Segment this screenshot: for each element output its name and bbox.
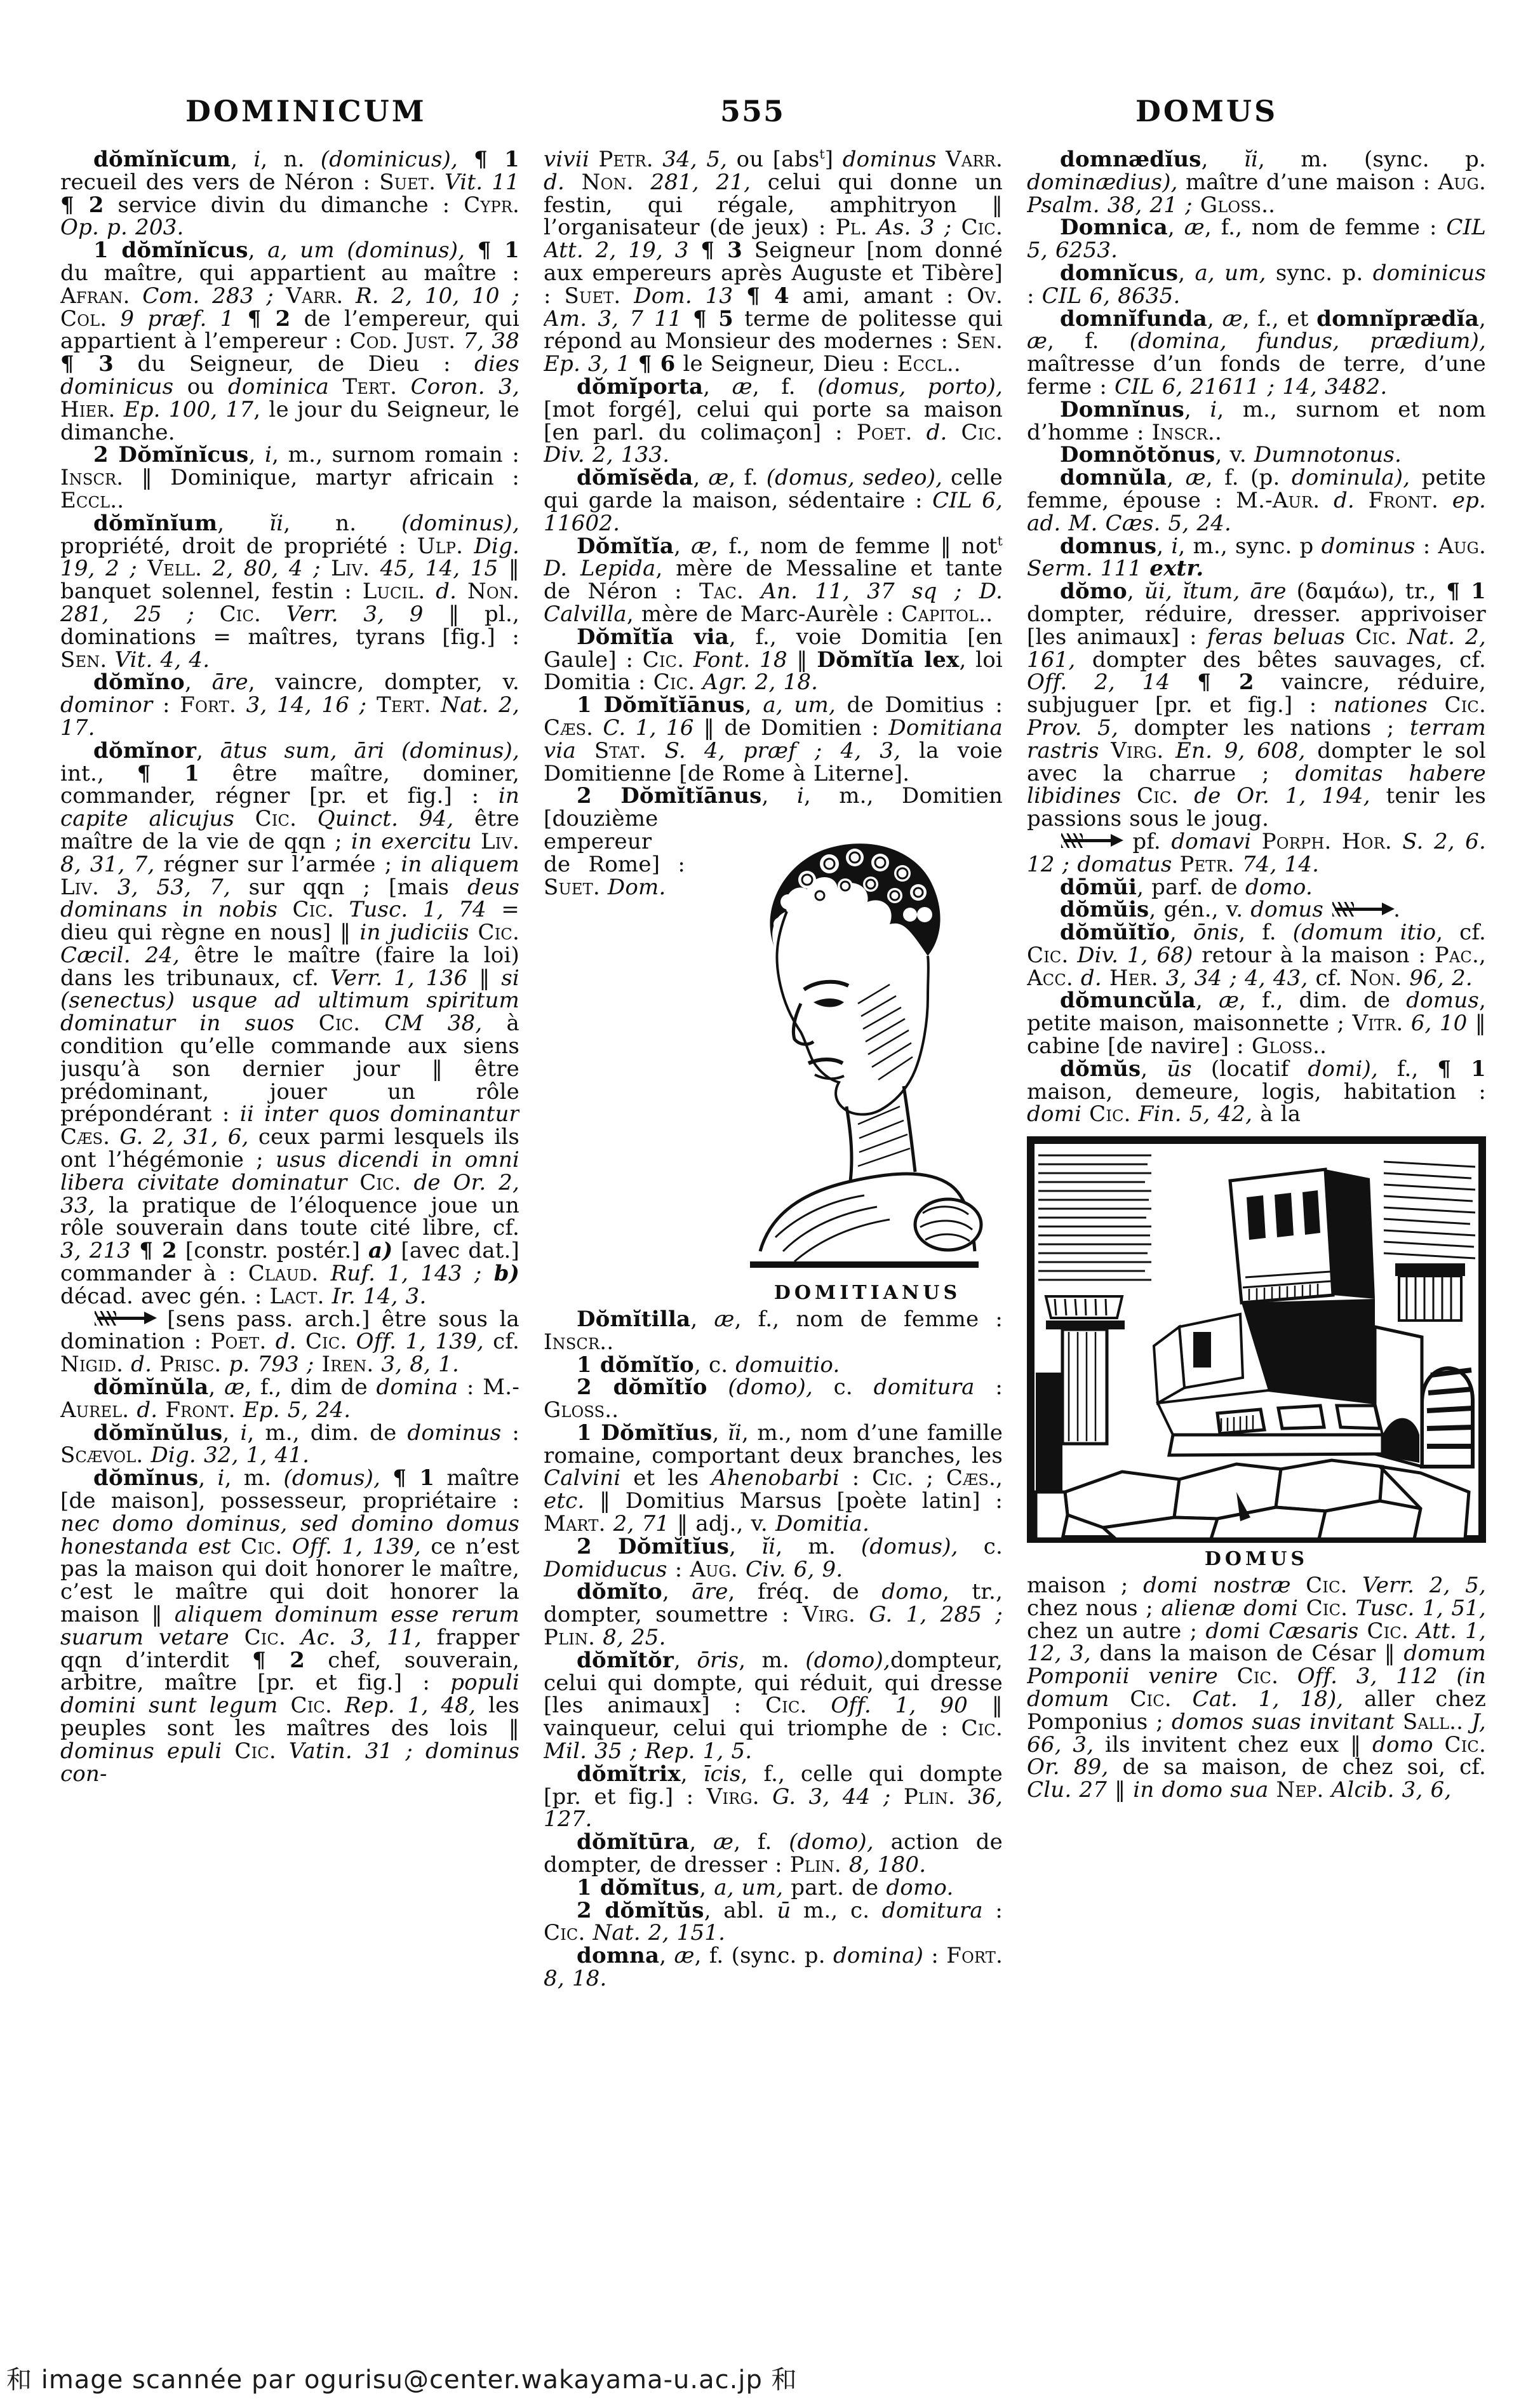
dictionary-entry: dŏmo, ŭi, ĭtum, āre (δαμάω), tr., ¶ 1 dompter, réduire, dresser. apprivoiser [les animaux] : feras beluas Cic. Nat. 2, 161, dompter des bêtes sauvages, cf. Off. 2, 14 ¶ 2 vaincre, réduire, subjuguer [pr. et fig.] : nationes Cic. Prov. 5, dompter les nations ; terram rastris Virg. En. 9, 608, dompter le sol avec la charrue ; domitas habere libidines Cic. de Or. 1, 194, tenir les passions sous le joug. xyxy=(1027,579,1486,832)
dictionary-entry: 2 Dŏmĭtĭānus, i, m., Domitien DOMITIANUS [douzième empereur de Rome] : Suet. Dom. xyxy=(544,783,1003,1305)
dictionary-entry: domna, æ, f. (sync. p. domina) : Fort. 8, 18. xyxy=(544,1943,1003,1992)
dictionary-entry: dŏmŭĭtĭo, ōnis, f. (domum itio, cf. Cic. Div. 1, 68) retour à la maison : Pac., Acc. d. Her. 3, 34 ; 4, 43, cf. Non. 96, 2. xyxy=(1027,920,1486,991)
dictionary-entry: domnĭcus, a, um, sync. p. dominicus : CIL 6, 8635. xyxy=(1027,260,1486,309)
dictionary-entry: dŏmĭnŭla, æ, f., dim de domina : M.-Aurel. d. Front. Ep. 5, 24. xyxy=(60,1374,519,1423)
dictionary-entry: dŏmĭnĭcum, i, n. (dominicus), ¶ 1 recueil des vers de Néron : Suet. Vit. 11 ¶ 2 service divin du dimanche : Cypr. Op. p. 203. xyxy=(60,149,519,241)
domus-figure xyxy=(1027,1136,1486,1571)
dictionary-entry: dōmŭi, parf. de domo. xyxy=(1060,874,1313,900)
domitianus-figure xyxy=(699,813,1003,1305)
dictionary-entry: 1 dŏmĭnĭcus, a, um (dominus), ¶ 1 du maître, qui appartient au maître : Afran. Com. 283 ; Varr. R. 2, 10, 10 ; Col. 9 præf. 1 ¶ 2 de l’empereur, qui appartient à l’empereur : Cod. Just. 7, 38 ¶ 3 du Seigneur, de Dieu : dies dominicus ou dominica Tert. Coron. 3, Hier. Ep. 100, 17, le jour du Seigneur, le dimanche. xyxy=(60,238,519,445)
dictionary-entry: Dŏmĭtilla, æ, f., nom de femme : Inscr.. xyxy=(544,1306,1003,1355)
dictionary-entry: 1 Dŏmĭtĭus, ĭi, m., nom d’une famille romaine, comportant deux branches, les Calvini et les Ahenobarbi : Cic. ; Cæs., etc. ‖ Domitius Marsus [poète latin] : Mart. 2, 71 ‖ adj., v. Domitia. xyxy=(544,1420,1003,1537)
dictionary-entry: 1 dŏmĭtĭo, c. domuitio. xyxy=(577,1352,840,1378)
dictionary-entry: dŏmĭnĭum, ĭi, n. (dominus), propriété, droit de propriété : Ulp. Dig. 19, 2 ; Vell. 2, 80, 4 ; Liv. 45, 14, 15 ‖ banquet solennel, festin : Lucil. d. Non. 281, 25 ; Cic. Verr. 3, 9 ‖ pl., dominations = maîtres, tyrans [fig.] : Sen. Vit. 4, 4. xyxy=(60,510,519,673)
dictionary-entry: Domnĭnus, i, m., surnom et nom d’homme : Inscr.. xyxy=(1027,396,1486,445)
dictionary-entry: domnus, i, m., sync. p dominus : Aug. Serm. 111 extr. xyxy=(1027,533,1486,582)
dictionary-entry: dŏmĭno, āre, vaincre, dompter, v. dominor : Fort. 3, 14, 16 ; Tert. Nat. 2, 17. xyxy=(60,669,519,741)
running-head xyxy=(0,94,1540,138)
dictionary-entry: 2 Dŏmĭnĭcus, i, m., surnom romain : Inscr. ‖ Dominique, martyr africain : Eccl.. xyxy=(60,442,519,513)
dictionary-entry: dŏmĭnŭlus, i, m., dim. de dominus : Scævol. Dig. 32, 1, 41. xyxy=(60,1420,519,1468)
figure-caption-domitianus: DOMITIANUS xyxy=(773,1282,961,1305)
dictionary-entry: dŏmĭporta, æ, f. (domus, porto), [mot forgé], celui qui porte sa maison [en parl. du colimaçon] : Poet. d. Cic. Div. 2, 133. xyxy=(544,373,1003,468)
dictionary-entry: Domnica, æ, f., nom de femme : CIL 5, 6253. xyxy=(1027,215,1486,264)
scanner-watermark: 和 image scannée par ogurisu@center.wakayama-u.ac.jp 和 xyxy=(6,2365,798,2395)
domus-street-engraving xyxy=(1027,1136,1486,1543)
page-number: 555 xyxy=(720,94,786,128)
column-1 xyxy=(60,149,519,2327)
dictionary-entry: maison ; domi nostræ Cic. Verr. 2, 5, chez nous ; alienæ domi Cic. Tusc. 1, 51, chez un autre ; domi Cæsaris Cic. Att. 1, 12, 3, dans la maison de César ‖ domum Pomponii venire Cic. Off. 3, 112 (in domum Cic. Cat. 1, 18), aller chez Pomponius ; domos suas invitant Sall.. J, 66, 3, ils invitent chez eux ‖ domo Cic. Or. 89, de sa maison, de chez soi, cf. Clu. 27 ‖ in domo sua Nep. Alcib. 3, 6, xyxy=(1027,1573,1486,1803)
dictionary-entry: domnĭfunda, æ, f., et domnĭprædĭa, æ, f. (domina, fundus, prædium), maîtresse d’un fonds de terre, d’une ferme : CIL 6, 21611 ; 14, 3482. xyxy=(1027,306,1486,400)
dictionary-entry: dŏmĭnor, ātus sum, āri (dominus), int., ¶ 1 être maître, dominer, commander, régner [pr. et fig.] : in capite alicujus Cic. Quinct. 94, être maître de la vie de qqn ; in exercitu Liv. 8, 31, 7, régner sur l’armée ; in aliquem Liv. 3, 53, 7, sur qqn ; [mais deus dominans in nobis Cic. Tusc. 1, 74 = dieu qui règne en nous] ‖ in judiciis Cic. Cæcil. 24, être le maître (faire la loi) dans les tribunaux, cf. Verr. 1, 136 ‖ si (senectus) usque ad ultimum spiritum dominatur in suos Cic. CM 38, à condition qu’elle commande aux siens jusqu’à son dernier jour ‖ être prédominant, jouer un rôle prépondérant : ii inter quos dominantur Cæs. G. 2, 31, 6, ceux parmi lesquels ils ont l’hégémonie ; usus dicendi in omni libera civitate dominatur Cic. de Or. 2, 33, la pratique de l’éloquence joue un rôle souverain dans toute cité libre, cf. 3, 213 ¶ 2 [constr. postér.] a) [avec dat.] commander à : Claud. Ruf. 1, 143 ; b) décad. avec gén. : Lact. Ir. 14, 3. xyxy=(60,737,519,1309)
dictionary-entry: 2 dŏmĭtŭs, abl. ū m., c. domitura : Cic. Nat. 2, 151. xyxy=(544,1897,1003,1946)
dictionary-entry: Domnŏtŏnus, v. Dumnotonus. xyxy=(1060,442,1402,468)
dictionary-entry: dŏmĭto, āre, fréq. de domo, tr., dompter, soumettre : Virg. G. 1, 285 ; Plin. 8, 25. xyxy=(544,1579,1003,1651)
dictionary-entry: 2 dŏmĭtĭo (domo), c. domitura : Gloss.. xyxy=(544,1374,1003,1423)
dictionary-entry: dŏmŭs, ūs (locatif domi), f., ¶ 1 maison, demeure, logis, habitation : domi Cic. Fin. 5, 42, à la xyxy=(1027,1056,1486,1127)
dictionary-entry: vivii Petr. 34, 5, ou [abs$^t$] dominus Varr. d. Non. 281, 21, celui qui donne un festin, qui régale, amphitryon ‖ l’organisateur (de jeux) : Pl. As. 3 ; Cic. Att. 2, 19, 3 ¶ 3 Seigneur [nom donné aux empereurs après Auguste et Tibère] : Suet. Dom. 13 ¶ 4 ami, amant : Ov. Am. 3, 7 11 ¶ 5 terme de politesse qui répond au Monsieur des modernes : Sen. Ep. 3, 1 ¶ 6 le Seigneur, Dieu : Eccl.. xyxy=(544,149,1003,377)
dictionary-entry: dŏmŭis, gén., v. domus . xyxy=(1060,897,1401,923)
text-columns xyxy=(60,149,1487,2327)
dictionary-entry: pf. domavi Porph. Hor. S. 2, 6. 12 ; domatus Petr. 74, 14. xyxy=(1027,828,1486,877)
dictionary-entry: dŏmuncŭla, æ, f., dim. de domus, petite maison, maisonnette ; Vitr. 6, 10 ‖ cabine [de navire] : Gloss.. xyxy=(1027,988,1486,1059)
column-2 xyxy=(544,149,1003,2327)
dictionary-entry: Dŏmĭtĭa via, f., voie Domitia [en Gaule] : Cic. Font. 18 ‖ Dŏmĭtĭa lex, loi Domitia : Cic. Agr. 2, 18. xyxy=(544,624,1003,696)
dictionary-entry: 1 dŏmĭtus, a, um, part. de domo. xyxy=(577,1874,954,1900)
dictionary-entry: 2 Dŏmĭtĭus, ĭi, m. (domus), c. Domiducus : Aug. Civ. 6, 9. xyxy=(544,1533,1003,1582)
figure-caption-domus: DOMUS xyxy=(1204,1548,1309,1571)
dictionary-entry: dŏmĭsĕda, æ, f. (domus, sedeo), celle qui garde la maison, sédentaire : CIL 6, 11602. xyxy=(544,465,1003,536)
dictionary-entry: dŏmĭnus, i, m. (domus), ¶ 1 maître [de maison], possesseur, propriétaire : nec domo dominus, sed domino domus honestanda est Cic. Off. 1, 139, ce n’est pas la maison qui doit honorer le maître, c’est le maître qui doit honorer la maison ‖ aliquem dominum esse rerum suarum vetare Cic. Ac. 3, 11, frapper qqn d’interdit ¶ 2 chef, souverain, arbitre, maître [pr. et fig.] : populi domini sunt legum Cic. Rep. 1, 48, les peuples sont les maîtres des lois ‖ dominus epuli Cic. Vatin. 31 ; dominus con- xyxy=(60,1465,519,1787)
dictionary-entry: 1 Dŏmĭtĭānus, a, um, de Domitius : Cæs. C. 1, 16 ‖ de Domitien : Domitiana via Stat. S. 4, præf ; 4, 3, la voie Domitienne [de Rome à Literne]. xyxy=(544,692,1003,786)
dictionary-entry: domnŭla, æ, f. (p. dominula), petite femme, épouse : M.-Aur. d. Front. ep. ad. M. Cæs. 5, 24. xyxy=(1027,465,1486,536)
domitianus-bust-engraving xyxy=(699,813,1003,1277)
dictionary-entry: Dŏmĭtĭa, æ, f., nom de femme ‖ not$^t$ D. Lepida, mère de Messaline et tante de Néron : Tac. An. 11, 37 sq ; D. Calvilla, mère de Marc-Aurèle : Capitol.. xyxy=(544,533,1003,627)
running-head-right: DOMUS xyxy=(1135,94,1278,128)
dictionary-entry: dŏmĭtūra, æ, f. (domo), action de dompter, de dresser : Plin. 8, 180. xyxy=(544,1829,1003,1878)
dictionary-entry: domnædĭus, ĭi, m. (sync. p. dominædius), maître d’une maison : Aug. Psalm. 38, 21 ; Gloss.. xyxy=(1027,149,1486,218)
dictionary-entry: dŏmĭtrix, īcis, f., celle qui dompte [pr. et fig.] : Virg. G. 3, 44 ; Plin. 36, 127. xyxy=(544,1761,1003,1832)
running-head-left: DOMINICUM xyxy=(185,94,427,128)
dictionary-entry: [sens pass. arch.] être sous la domination : Poet. d. Cic. Off. 1, 139, cf. Nigid. d. Prisc. p. 793 ; Iren. 3, 8, 1. xyxy=(60,1306,519,1378)
column-3 xyxy=(1027,149,1486,2327)
dictionary-entry: dŏmĭtŏr, ōris, m. (domo),dompteur, celui qui dompte, qui réduit, qui dresse [les animaux] : Cic. Off. 1, 90 ‖ vainqueur, celui qui triomphe de : Cic. Mil. 35 ; Rep. 1, 5. xyxy=(544,1647,1003,1764)
